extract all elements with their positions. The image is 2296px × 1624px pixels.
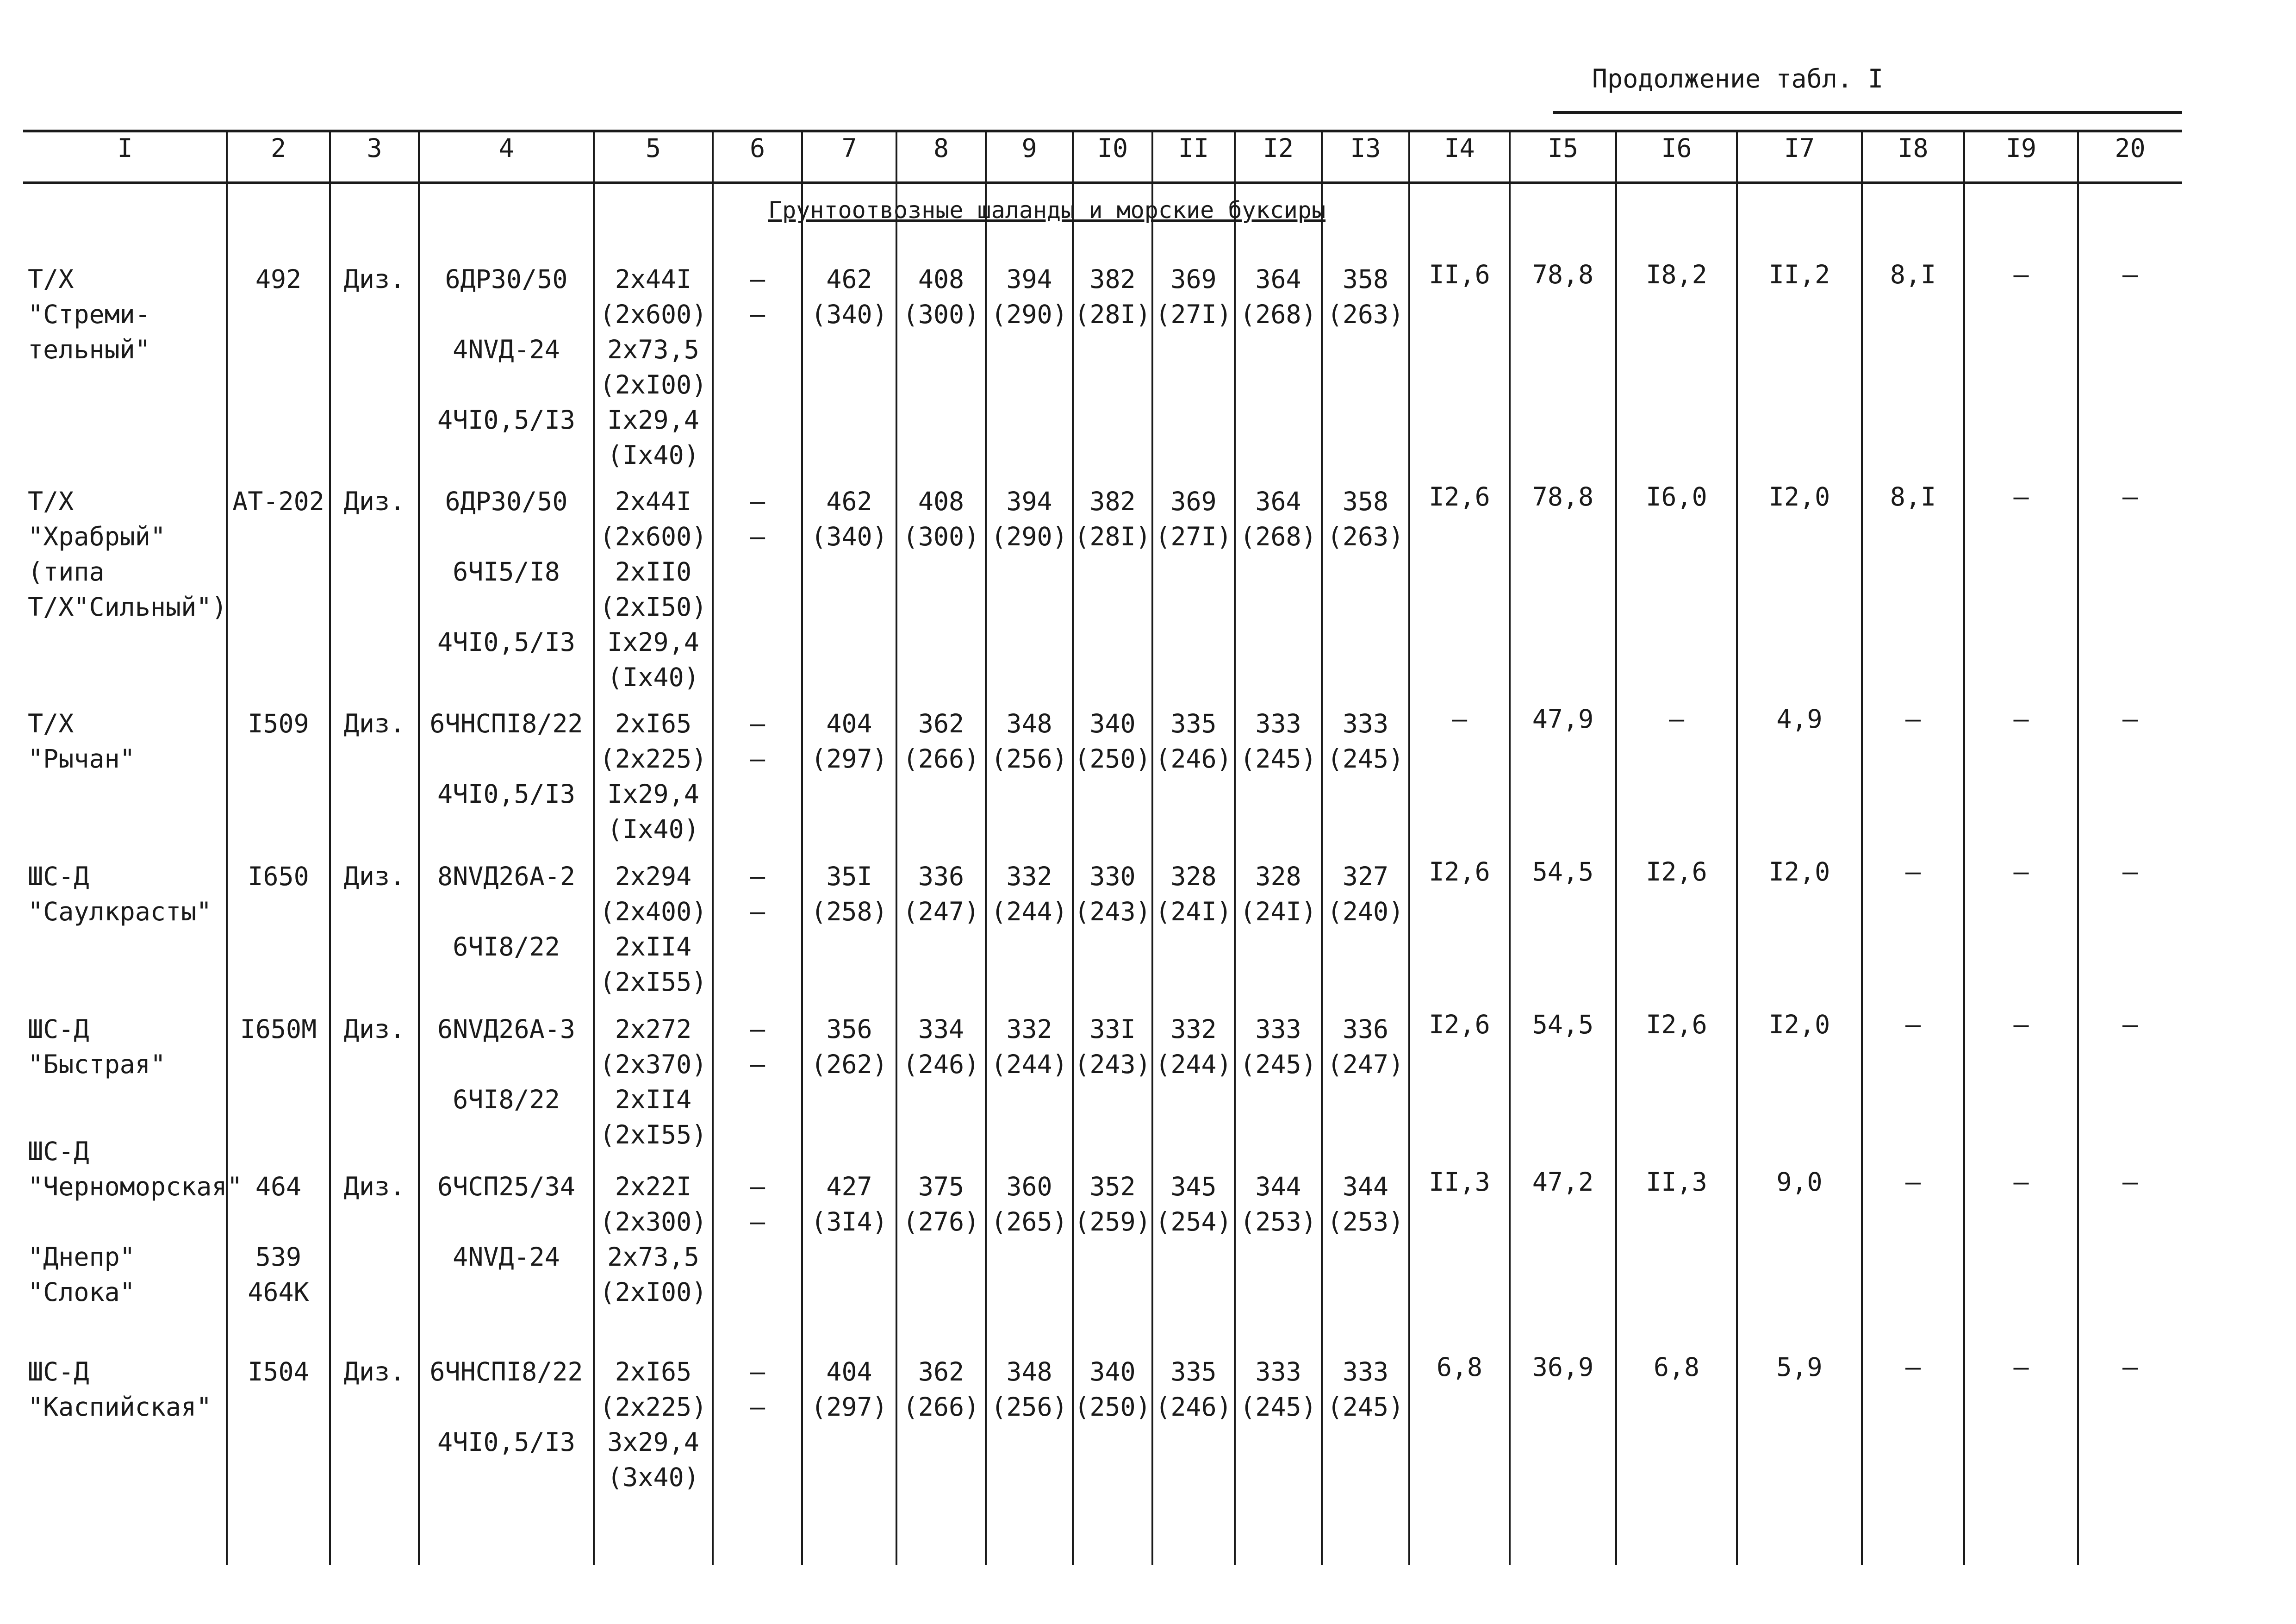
col13-value: (245) [1327, 744, 1404, 774]
engine-type: 4ЧI0,5/I3 [437, 779, 575, 809]
power-value: 3x29,4 [607, 1427, 699, 1457]
col11-value: (27I) [1155, 522, 1232, 551]
col6-value: – [749, 1357, 765, 1387]
vessel-name-line: "Каспийская" [28, 1392, 212, 1422]
col14-value: 6,8 [1436, 1352, 1483, 1382]
project-number: 539 [255, 1242, 302, 1272]
col19-value: – [2013, 482, 2029, 512]
col7-value: (297) [811, 744, 888, 774]
power-value: (2x300) [599, 1207, 707, 1237]
col12-value: (268) [1240, 300, 1317, 329]
vessel-name-line: Т/Х [28, 487, 74, 516]
col13-value: (263) [1327, 300, 1404, 329]
engine-type: 4NVД-24 [453, 335, 560, 364]
col16-value: I6,0 [1646, 482, 1707, 512]
power-value: 2xII4 [615, 1085, 692, 1114]
col12-value: (253) [1240, 1207, 1317, 1237]
power-value: Ix29,4 [607, 627, 699, 657]
col19-value: – [2013, 1010, 2029, 1039]
col11-value: (244) [1155, 1049, 1232, 1079]
power-value: (2xI50) [599, 592, 707, 622]
power-value: 2x294 [615, 862, 692, 891]
col10-value: 340 [1089, 1357, 1136, 1387]
col7-value: 404 [826, 1357, 872, 1387]
col15-value: 47,2 [1532, 1167, 1594, 1197]
column-header: I7 [1784, 133, 1815, 163]
project-number: I650М [240, 1014, 317, 1044]
power-value: (2xI55) [599, 1120, 707, 1149]
col7-value: (340) [811, 522, 888, 551]
col6-value: – [749, 264, 765, 294]
col16-value: I2,6 [1646, 857, 1707, 887]
col20-value: – [2122, 704, 2138, 734]
col19-value: – [2013, 704, 2029, 734]
engine-type: 6ЧI8/22 [453, 932, 560, 962]
col16-value: II,3 [1646, 1167, 1707, 1197]
col6-value: – [749, 1049, 765, 1079]
col6-value: – [749, 1014, 765, 1044]
col14-value: I2,6 [1429, 857, 1490, 887]
col13-value: (240) [1327, 897, 1404, 926]
col9-value: (256) [991, 1392, 1068, 1422]
col14-value: I2,6 [1429, 482, 1490, 512]
col11-value: (27I) [1155, 300, 1232, 329]
engine-kind: Диз. [343, 1172, 405, 1201]
col11-value: 369 [1170, 487, 1217, 516]
power-value: (2xI00) [599, 370, 707, 400]
col10-value: 352 [1089, 1172, 1136, 1201]
col17-value: 9,0 [1776, 1167, 1823, 1197]
power-value: 2xI65 [615, 709, 692, 738]
col11-value: 345 [1170, 1172, 1217, 1201]
vessel-name-line: ШС-Д [28, 1014, 89, 1044]
col18-value: – [1905, 704, 1921, 734]
column-header: I4 [1444, 133, 1475, 163]
col12-value: 333 [1255, 1014, 1301, 1044]
project-number: 464 [255, 1172, 302, 1201]
engine-type: 6NVД26А-3 [437, 1014, 575, 1044]
col9-value: (290) [991, 300, 1068, 329]
power-value: (2x400) [599, 897, 707, 926]
engine-type: 6ЧНСПI8/22 [429, 1357, 583, 1387]
col7-value: (262) [811, 1049, 888, 1079]
column-header: 8 [933, 133, 949, 163]
power-value: (3x40) [607, 1462, 699, 1492]
col12-value: 364 [1255, 264, 1301, 294]
col13-value: 336 [1342, 1014, 1389, 1044]
col12-value: 328 [1255, 862, 1301, 891]
col10-value: 382 [1089, 487, 1136, 516]
col13-value: (245) [1327, 1392, 1404, 1422]
col16-value: I8,2 [1646, 260, 1707, 289]
power-value: 2x22I [615, 1172, 692, 1201]
col11-value: 328 [1170, 862, 1217, 891]
power-value: 2xI65 [615, 1357, 692, 1387]
col12-value: (245) [1240, 1049, 1317, 1079]
col13-value: (263) [1327, 522, 1404, 551]
power-value: (2xI55) [599, 967, 707, 997]
col9-value: (244) [991, 897, 1068, 926]
col7-value: 462 [826, 487, 872, 516]
col7-value: (258) [811, 897, 888, 926]
col17-value: I2,0 [1768, 482, 1830, 512]
power-value: 2x44I [615, 487, 692, 516]
power-value: 2xII4 [615, 932, 692, 962]
project-number: I509 [248, 709, 309, 738]
column-header: I [117, 133, 133, 163]
vessel-name-line: (типа [28, 557, 105, 587]
col7-value: 356 [826, 1014, 872, 1044]
col8-value: (300) [902, 300, 980, 329]
column-header: II [1178, 133, 1209, 163]
col12-value: 333 [1255, 709, 1301, 738]
power-value: (2x370) [599, 1049, 707, 1079]
vessel-name-line: ШС-Д [28, 1357, 89, 1387]
project-number: I650 [248, 862, 309, 891]
col7-value: (340) [811, 300, 888, 329]
power-value: (2x225) [599, 1392, 707, 1422]
col9-value: 348 [1006, 1357, 1052, 1387]
col9-value: 348 [1006, 709, 1052, 738]
col18-value: – [1905, 1167, 1921, 1197]
col8-value: 336 [918, 862, 964, 891]
vessel-name-line: "Саулкрасты" [28, 897, 212, 926]
col10-value: 33I [1089, 1014, 1136, 1044]
column-header: 6 [749, 133, 765, 163]
col19-value: – [2013, 1352, 2029, 1382]
col17-value: 4,9 [1776, 704, 1823, 734]
col8-value: 362 [918, 709, 964, 738]
col15-value: 47,9 [1532, 704, 1594, 734]
col8-value: (266) [902, 1392, 980, 1422]
column-header: 20 [2115, 133, 2146, 163]
col13-value: (253) [1327, 1207, 1404, 1237]
col6-value: – [749, 744, 765, 774]
col12-value: (245) [1240, 1392, 1317, 1422]
table-caption: Продолжение табл. I [1592, 64, 1884, 94]
column-header: I0 [1097, 133, 1128, 163]
col15-value: 36,9 [1532, 1352, 1594, 1382]
col12-value: (245) [1240, 744, 1317, 774]
col6-value: – [749, 709, 765, 738]
power-value: 2xII0 [615, 557, 692, 587]
col10-value: 340 [1089, 709, 1136, 738]
engine-kind: Диз. [343, 264, 405, 294]
power-value: 2x73,5 [607, 335, 699, 364]
vessel-name-line: ШС-Д [28, 862, 89, 891]
vessel-name-line: "Днепр" [28, 1242, 135, 1272]
col6-value: – [749, 522, 765, 551]
column-header: 5 [645, 133, 661, 163]
col8-value: (266) [902, 744, 980, 774]
vessel-name-line: ШС-Д [28, 1137, 89, 1166]
col6-value: – [749, 1207, 765, 1237]
col10-value: (250) [1074, 744, 1151, 774]
col10-value: (243) [1074, 897, 1151, 926]
col12-value: 333 [1255, 1357, 1301, 1387]
col12-value: (24I) [1240, 897, 1317, 926]
col12-value: 344 [1255, 1172, 1301, 1201]
column-header: I9 [2005, 133, 2037, 163]
col19-value: – [2013, 260, 2029, 289]
col6-value: – [749, 1172, 765, 1201]
vessel-name-line: "Стреми- [28, 300, 150, 329]
col17-value: I2,0 [1768, 1010, 1830, 1039]
vessel-name-line: Т/Х [28, 264, 74, 294]
col19-value: – [2013, 1167, 2029, 1197]
col9-value: (244) [991, 1049, 1068, 1079]
vessel-name-line: Т/Х"Сильный") [28, 592, 227, 622]
engine-type: 6ЧI8/22 [453, 1085, 560, 1114]
col18-value: – [1905, 1352, 1921, 1382]
col10-value: (243) [1074, 1049, 1151, 1079]
col11-value: 369 [1170, 264, 1217, 294]
col7-value: (297) [811, 1392, 888, 1422]
col15-value: 54,5 [1532, 1010, 1594, 1039]
col6-value: – [749, 300, 765, 329]
column-header: I3 [1350, 133, 1381, 163]
power-value: 2x73,5 [607, 1242, 699, 1272]
column-header: 2 [270, 133, 286, 163]
col14-value: II,6 [1429, 260, 1490, 289]
col8-value: 408 [918, 264, 964, 294]
engine-type: 6ДР30/50 [445, 487, 568, 516]
col8-value: (247) [902, 897, 980, 926]
col12-value: 364 [1255, 487, 1301, 516]
vessel-name-line: "Рычан" [28, 744, 135, 774]
col6-value: – [749, 897, 765, 926]
col7-value: 427 [826, 1172, 872, 1201]
power-value: (2x225) [599, 744, 707, 774]
engine-type: 4ЧI0,5/I3 [437, 1427, 575, 1457]
engine-type: 6ЧНСПI8/22 [429, 709, 583, 738]
column-header: 9 [1021, 133, 1037, 163]
col8-value: (300) [902, 522, 980, 551]
col13-value: (247) [1327, 1049, 1404, 1079]
col11-value: 335 [1170, 709, 1217, 738]
column-header: 7 [841, 133, 857, 163]
col9-value: 394 [1006, 487, 1052, 516]
engine-kind: Диз. [343, 709, 405, 738]
col13-value: 327 [1342, 862, 1389, 891]
col10-value: (28I) [1074, 300, 1151, 329]
col10-value: (28I) [1074, 522, 1151, 551]
engine-kind: Диз. [343, 487, 405, 516]
col6-value: – [749, 1392, 765, 1422]
col16-value: – [1668, 704, 1685, 734]
power-value: (Ix40) [607, 662, 699, 692]
col13-value: 358 [1342, 487, 1389, 516]
col9-value: (265) [991, 1207, 1068, 1237]
col16-value: 6,8 [1653, 1352, 1700, 1382]
col10-value: (259) [1074, 1207, 1151, 1237]
col11-value: 335 [1170, 1357, 1217, 1387]
project-number: I504 [248, 1357, 309, 1387]
col7-value: 35I [826, 862, 872, 891]
col13-value: 344 [1342, 1172, 1389, 1201]
col19-value: – [2013, 857, 2029, 887]
col11-value: 332 [1170, 1014, 1217, 1044]
engine-kind: Диз. [343, 862, 405, 891]
column-header: 3 [367, 133, 382, 163]
col11-value: (24I) [1155, 897, 1232, 926]
engine-type: 4ЧI0,5/I3 [437, 405, 575, 435]
engine-type: 4NVД-24 [453, 1242, 560, 1272]
engine-type: 8NVД26А-2 [437, 862, 575, 891]
col8-value: 362 [918, 1357, 964, 1387]
col16-value: I2,6 [1646, 1010, 1707, 1039]
col7-value: (3I4) [811, 1207, 888, 1237]
col10-value: (250) [1074, 1392, 1151, 1422]
vessel-name-line: "Слока" [28, 1277, 135, 1307]
project-number: 492 [255, 264, 302, 294]
col8-value: 334 [918, 1014, 964, 1044]
vessel-name-line: "Быстрая" [28, 1049, 166, 1079]
col14-value: – [1451, 704, 1468, 734]
section-title: Грунтоотвозные шаланды и морские буксиры [768, 197, 1326, 224]
vessel-name-line: "Черноморская" [28, 1172, 243, 1201]
col8-value: (276) [902, 1207, 980, 1237]
power-value: Ix29,4 [607, 405, 699, 435]
vessel-name-line: тельный" [28, 335, 150, 364]
col20-value: – [2122, 260, 2138, 289]
power-value: (Ix40) [607, 814, 699, 844]
col9-value: 394 [1006, 264, 1052, 294]
col9-value: (290) [991, 522, 1068, 551]
col20-value: – [2122, 1352, 2138, 1382]
col13-value: 358 [1342, 264, 1389, 294]
col18-value: 8,I [1890, 482, 1936, 512]
col13-value: 333 [1342, 1357, 1389, 1387]
vessel-name-line: Т/Х [28, 709, 74, 738]
col9-value: (256) [991, 744, 1068, 774]
col6-value: – [749, 862, 765, 891]
col20-value: – [2122, 1167, 2138, 1197]
col18-value: – [1905, 857, 1921, 887]
power-value: (2x600) [599, 522, 707, 551]
column-header: I5 [1547, 133, 1579, 163]
col17-value: II,2 [1768, 260, 1830, 289]
engine-kind: Диз. [343, 1014, 405, 1044]
col7-value: 404 [826, 709, 872, 738]
col11-value: (246) [1155, 1392, 1232, 1422]
col8-value: (246) [902, 1049, 980, 1079]
power-value: 2x272 [615, 1014, 692, 1044]
power-value: Ix29,4 [607, 779, 699, 809]
engine-type: 4ЧI0,5/I3 [437, 627, 575, 657]
column-header: 4 [498, 133, 514, 163]
col12-value: (268) [1240, 522, 1317, 551]
col9-value: 360 [1006, 1172, 1052, 1201]
column-header: I8 [1898, 133, 1929, 163]
col14-value: II,3 [1429, 1167, 1490, 1197]
power-value: (2x600) [599, 300, 707, 329]
engine-type: 6ЧСП25/34 [437, 1172, 575, 1201]
col15-value: 78,8 [1532, 482, 1594, 512]
col6-value: – [749, 487, 765, 516]
col11-value: (246) [1155, 744, 1232, 774]
col14-value: I2,6 [1429, 1010, 1490, 1039]
col15-value: 78,8 [1532, 260, 1594, 289]
col10-value: 382 [1089, 264, 1136, 294]
project-number: 464К [248, 1277, 309, 1307]
column-header: I6 [1661, 133, 1692, 163]
column-header: I2 [1263, 133, 1294, 163]
engine-kind: Диз. [343, 1357, 405, 1387]
col13-value: 333 [1342, 709, 1389, 738]
col20-value: – [2122, 482, 2138, 512]
col10-value: 330 [1089, 862, 1136, 891]
project-number: АТ-202 [232, 487, 324, 516]
col18-value: – [1905, 1010, 1921, 1039]
engine-type: 6ДР30/50 [445, 264, 568, 294]
col8-value: 375 [918, 1172, 964, 1201]
col11-value: (254) [1155, 1207, 1232, 1237]
col17-value: 5,9 [1776, 1352, 1823, 1382]
col9-value: 332 [1006, 862, 1052, 891]
col15-value: 54,5 [1532, 857, 1594, 887]
col20-value: – [2122, 1010, 2138, 1039]
col8-value: 408 [918, 487, 964, 516]
power-value: (2xI00) [599, 1277, 707, 1307]
vessel-name-line: "Храбрый" [28, 522, 166, 551]
col7-value: 462 [826, 264, 872, 294]
power-value: (Ix40) [607, 440, 699, 470]
col17-value: I2,0 [1768, 857, 1830, 887]
engine-type: 6ЧI5/I8 [453, 557, 560, 587]
power-value: 2x44I [615, 264, 692, 294]
col18-value: 8,I [1890, 260, 1936, 289]
col20-value: – [2122, 857, 2138, 887]
col9-value: 332 [1006, 1014, 1052, 1044]
